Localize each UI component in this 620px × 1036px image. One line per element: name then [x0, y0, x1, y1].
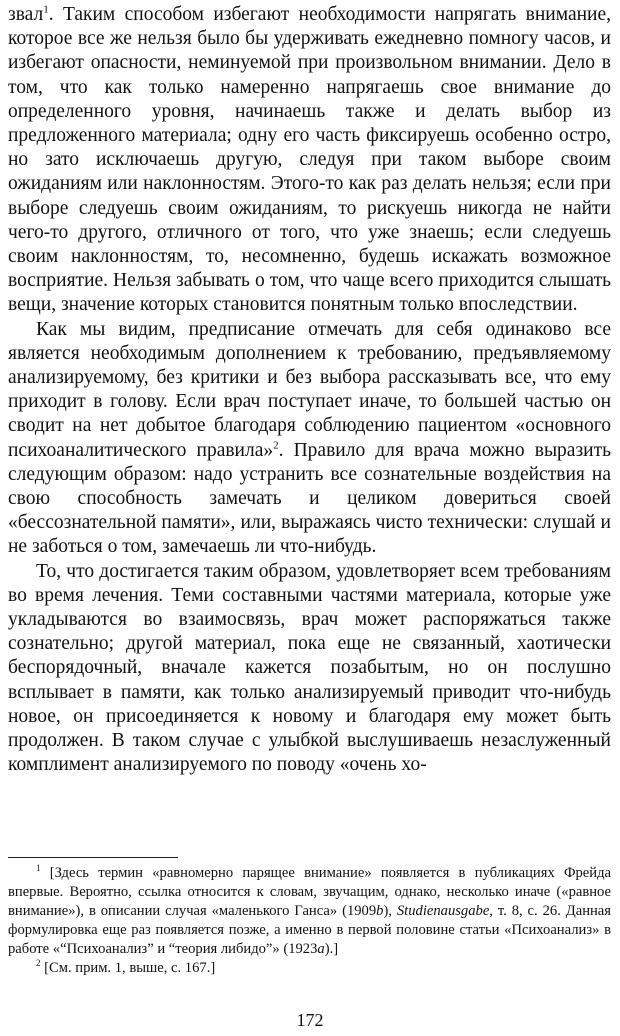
footnote-1-italic-title: Studienausgabe: [396, 903, 490, 919]
paragraph-1-text: . Таким способом избегают необходимости напрягать внимание, которое все же нельзя было бы удерживать ежедневно помногу часов, и избегают опасности, неминуемой при произвольном внимании. Дело в том, что как только намеренно напрягаешь свое внимание до определенного уровня, начинаешь также и делать выбор из предложенного материала; одну его часть фиксируешь особенно остро, но зато исключаешь другую, следуя при таком выборе своим ожиданиям или наклонностям. Этого-то как раз делать нельзя; если при выборе следуешь своим ожиданиям, то рискуешь никогда не найти чего-то другого, отличного от того, что уже знаешь; если следуешь своим наклонностям, то, несомненно, будешь искажать возможное восприятие. Нельзя забывать о том, что чаще всего приходится слышать вещи, значение которых становится понятным только впоследствии.: [8, 4, 611, 316]
footnotes: [8, 864, 611, 978]
footnote-2: [8, 959, 611, 978]
paragraph-2-text-a: Как мы видим, предписание отмечать для себя одинаково все является необходимым дополнением к требованию, предъявляемому анализируемому, без критики и без выбора рассказывать все, что ему приходит в голову. Если врач поступает иначе, то большей частью он сводит на нет добытое благодаря соблюдению пациентом «основного психоаналитического правила»: [8, 318, 611, 461]
body-text: [8, 3, 611, 778]
paragraph-1-start: звал: [8, 4, 44, 25]
paragraph-3: То, что достигается таким образом, удовлетворяет всем требованиям во время лечения. Теми составными частями материала, которые уже укладываются во взаимосвязь, врач может распоряжаться также сознательно; другой материал, пока еще не связанный, хаотически беспорядочный, вначале кажется позабытым, но он послушно всплывает в памяти, как только анализируемый приводит что-нибудь новое, он присоединяется к новому и благодаря ему может быть продолжен. В таком случае с улыбкой выслушиваешь незаслуженный комплимент анализируемого по поводу «очень хо-: [8, 560, 611, 776]
footnote-1-text-a: [Здесь термин «равномерно парящее внимание» появляется в публикациях Фрейда впервые. Вероятно, ссылка относится к словам, звучащим, однако, несколько иначе («равное внимание»), в описании случая «маленького Ганса» (1909: [8, 865, 611, 919]
footnote-1-mark: 1: [36, 863, 41, 874]
footnote-1-text-c: ),: [383, 903, 397, 919]
footnote-1-italic-a: а: [317, 941, 325, 957]
footnote-1-text-g: ).]: [324, 941, 339, 957]
footnote-divider: [8, 857, 178, 858]
footnote-1: [8, 864, 611, 959]
footnote-ref-1: 1: [43, 3, 49, 16]
paragraph-1: [8, 3, 611, 318]
paragraph-2-text-b: . Правило для врача можно выразить следующим образом: надо устранить все сознательные воздействия на свою способность замечать и целиком довериться своей «бессознательной памяти», или, выражаясь чисто технически: слушай и не заботься о том, замечаешь ли что-нибудь.: [8, 439, 612, 558]
paragraph-2: [8, 318, 611, 560]
footnote-2-text: [См. прим. 1, выше, с. 167.]: [40, 960, 216, 976]
footnote-ref-2: 2: [273, 439, 279, 452]
page-number: 172: [296, 1010, 324, 1030]
footnote-1-text-e: , т. 8, с. 26. Данная формулировка еще раз появляется позже, а именно в первой половине статьи «Психоанализ» в работе «“Психоанализ” и “теория либидо”» (1923: [8, 903, 611, 957]
footnote-2-mark: 2: [36, 958, 41, 969]
footnote-1-italic-b: b: [376, 903, 384, 919]
